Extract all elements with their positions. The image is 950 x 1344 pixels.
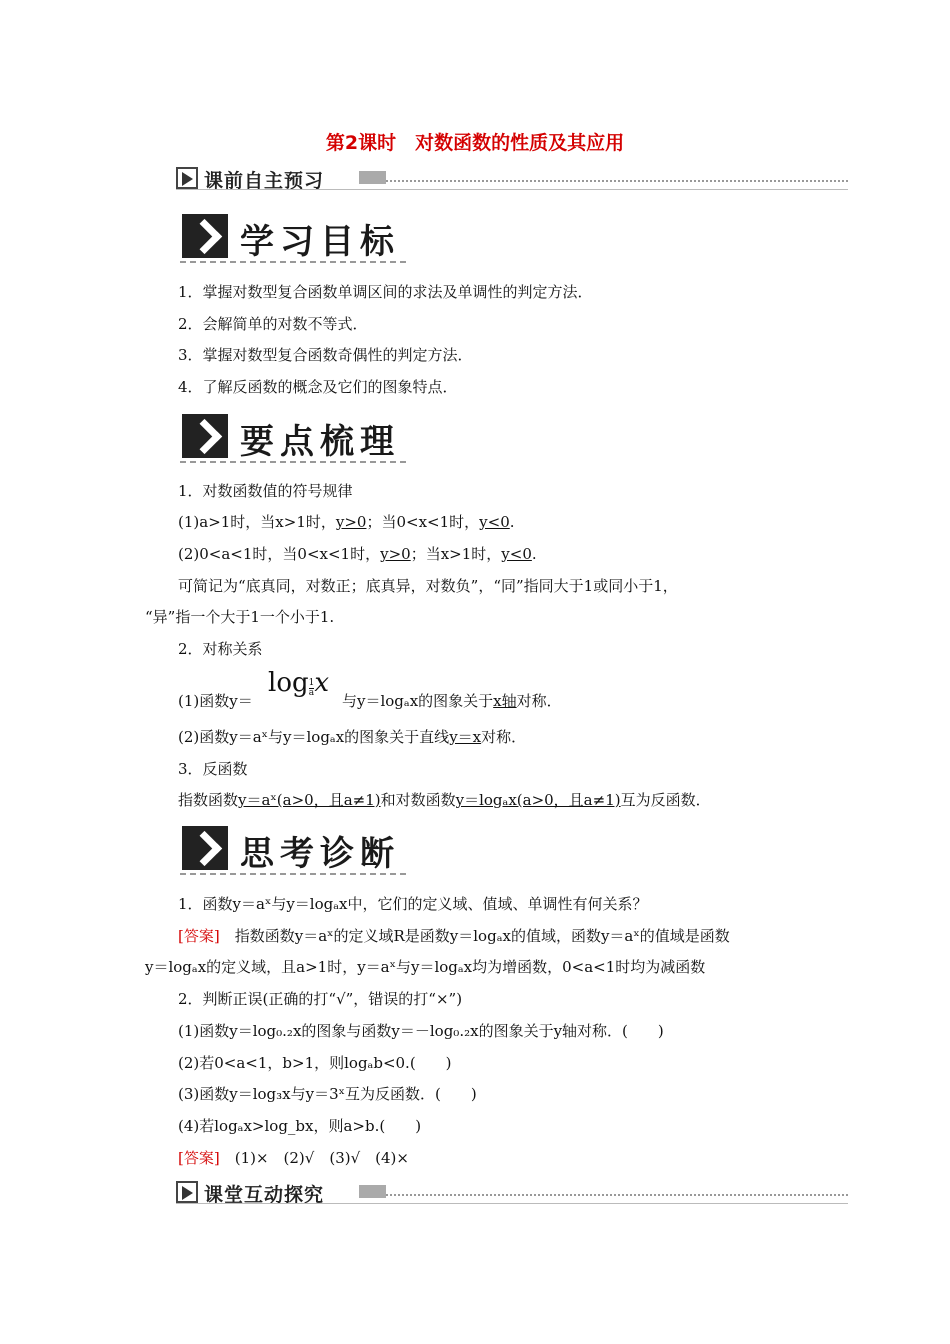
answer-tag: [答案] [178,927,220,945]
heading-think [180,824,406,874]
page-title: 第2课时 对数函数的性质及其应用 [325,132,625,154]
heading-dash [180,461,406,463]
point-line: (1)a>1时，当x>1时，y>0；当0<x<1时，y<0. [178,513,515,531]
section-dotted-line [386,180,848,182]
answer-line: [答案] 指数函数y＝aˣ的定义域R是函数y＝logₐx的值域，函数y＝aˣ的值域是函数 [178,927,730,945]
heading-points [180,412,406,462]
goal-item: 4．了解反函数的概念及它们的图象特点． [178,378,458,396]
play-arrow-icon [176,1181,198,1203]
goal-item: 2．会解简单的对数不等式． [178,315,368,333]
point-line: (2)0<a<1时，当0<x<1时，y>0；当x>1时，y<0. [178,545,537,563]
section-underline [176,1203,848,1204]
chevron-right-icon [182,414,228,458]
section-label: 课前自主预习 [204,170,325,192]
goal-item: 1．掌握对数型复合函数单调区间的求法及单调性的判定方法． [178,283,593,301]
chevron-right-icon [182,826,228,870]
point-line: 指数函数y＝aˣ(a>0，且a≠1)和对数函数y＝logₐx(a>0，且a≠1)互为反函数． [178,791,711,809]
question: 1．函数y＝aˣ与y＝logₐx中，它们的定义域、值域、单调性有何关系？ [178,895,648,913]
point-heading: 2．对称关系 [178,640,263,658]
log-formula: log $\frac{1}{a}$ x [268,668,330,698]
judge-item: (4)若logₐx>log_bx，则a>b.( ) [178,1117,422,1135]
section-dotted-line [386,1194,848,1196]
point-heading: 1．对数函数值的符号规律 [178,482,353,500]
chevron-right-icon [182,214,228,258]
point-line: (2)函数y＝aˣ与y＝logₐx的图象关于直线y＝x对称． [178,728,527,746]
point-line: 与y＝logₐx的图象关于x轴对称． [342,692,562,710]
question: 2．判断正误(正确的打“√”，错误的打“×”) [178,990,463,1008]
play-arrow-icon [176,167,198,189]
judge-item: (3)函数y＝log₃x与y＝3ˣ互为反函数．( ) [178,1085,477,1103]
heading-text: 思考诊断 [240,834,400,874]
memo-line: 可简记为“底真同，对数正；底真异，对数负”，“同”指同大于1或同小于1， [178,577,678,595]
memo-line: “异”指一个大于1一个小于1. [145,608,335,626]
section-label: 课堂互动探究 [204,1184,325,1206]
section-grey-block [359,1185,386,1198]
section-grey-block [359,171,386,184]
judge-item: (1)函数y＝log₀.₂x的图象与函数y＝－log₀.₂x的图象关于y轴对称．( ) [178,1022,664,1040]
goal-item: 3．掌握对数型复合函数奇偶性的判定方法． [178,346,473,364]
heading-text: 要点梳理 [240,422,400,462]
answer-line: y＝logₐx的定义域，且a>1时，y＝aˣ与y＝logₐx均为增函数，0<a<1时均为减函数 [145,958,706,976]
heading-goals [180,212,406,262]
section-underline [176,189,848,190]
heading-dash [180,873,406,875]
answer-tag: [答案] [178,1149,220,1167]
heading-dash [180,261,406,263]
section-bar-explore [176,1181,848,1206]
heading-text: 学习目标 [240,222,400,262]
point-heading: 3．反函数 [178,760,248,778]
judge-item: (2)若0<a<1，b>1，则logₐb<0.( ) [178,1054,452,1072]
section-bar-preview [176,167,848,192]
answer-line: [答案] (1)× (2)√ (3)√ (4)× [178,1149,409,1167]
point-line: (1)函数y＝ [178,692,253,710]
